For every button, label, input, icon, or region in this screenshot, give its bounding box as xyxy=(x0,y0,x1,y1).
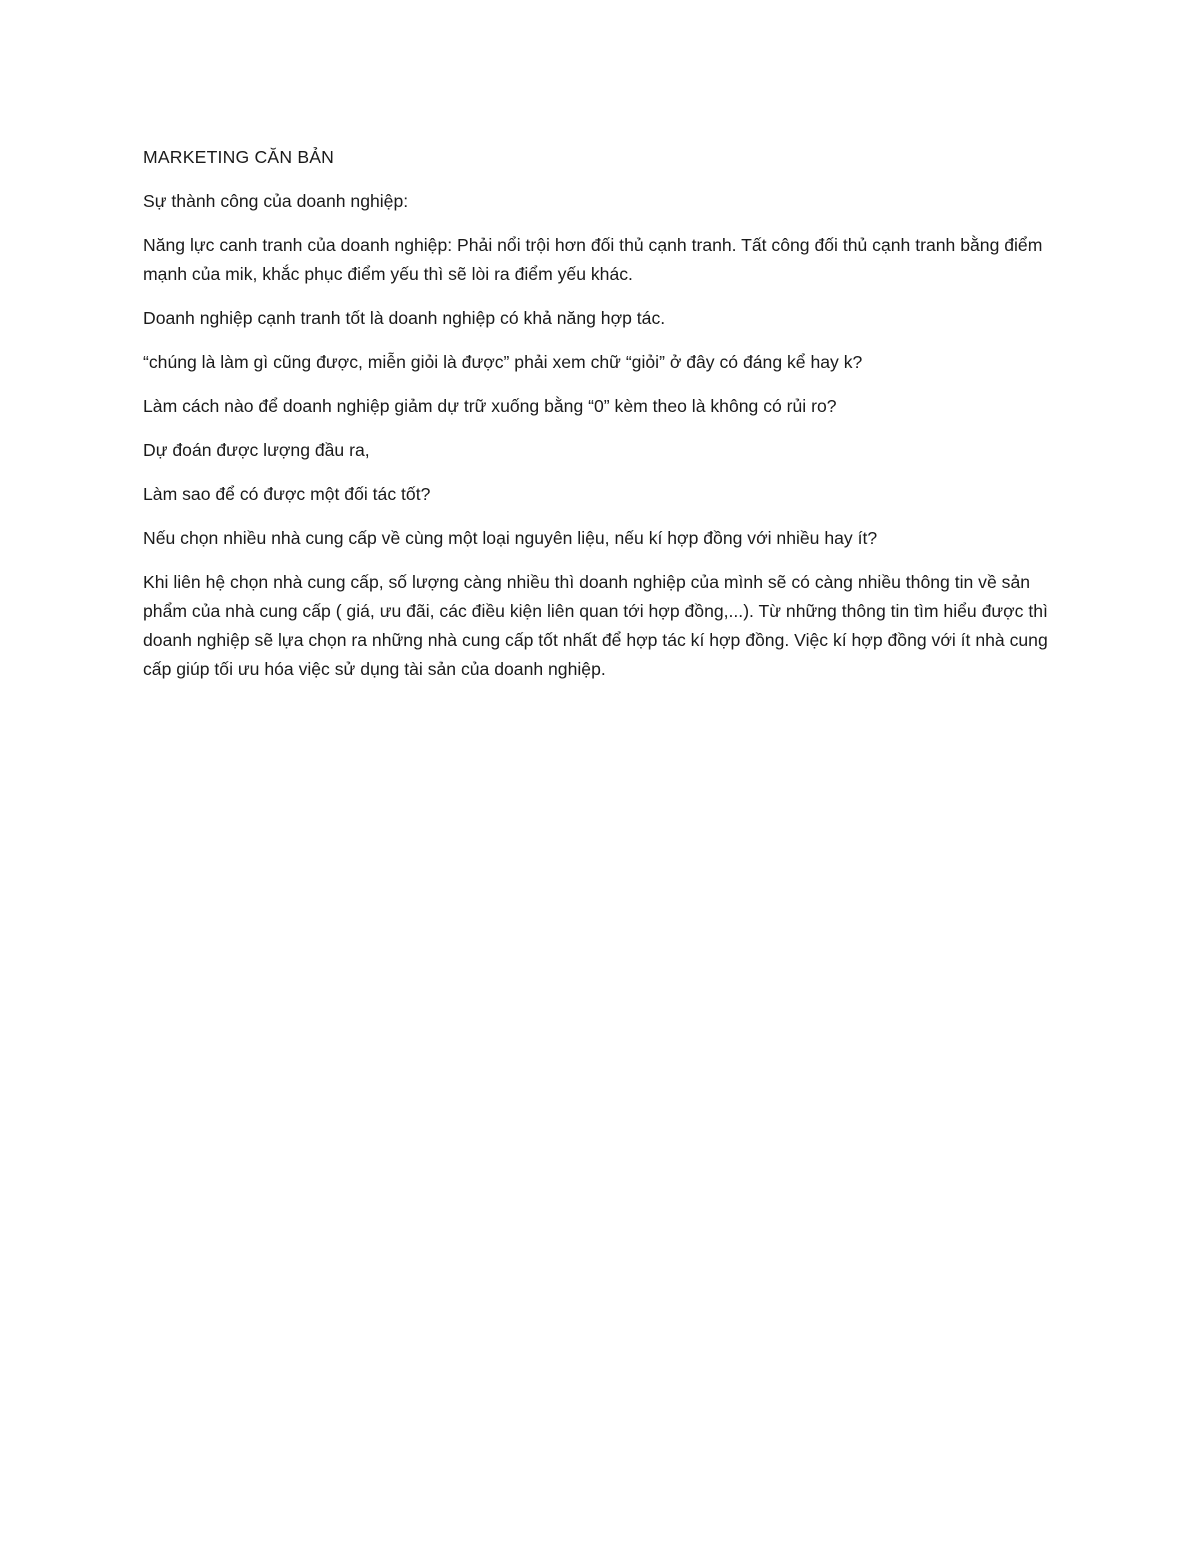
paragraph-output-forecast: Dự đoán được lượng đầu ra, xyxy=(143,440,370,460)
document-body xyxy=(143,143,1063,699)
paragraph-competitiveness: Năng lực canh tranh của doanh nghiệp: Phải nổi trội hơn đối thủ cạnh tranh. Tất công đối thủ cạnh tranh bằng điểm mạnh của mik, khắc phục điểm yếu thì sẽ lòi ra điểm yếu khác. xyxy=(143,235,1043,284)
paragraph-partner-question: Làm sao để có được một đối tác tốt? xyxy=(143,484,431,504)
paragraph-success: Sự thành công của doanh nghiệp: xyxy=(143,191,409,211)
paragraph-quote: “chúng là làm gì cũng được, miễn giỏi là được” phải xem chữ “giỏi” ở đây có đáng kể hay k? xyxy=(143,352,863,372)
paragraph-cooperation: Doanh nghiệp cạnh tranh tốt là doanh nghiệp có khả năng hợp tác. xyxy=(143,308,666,328)
document-title: MARKETING CĂN BẢN xyxy=(143,147,335,167)
paragraph-inventory-question: Làm cách nào để doanh nghiệp giảm dự trữ xuống bằng “0” kèm theo là không có rủi ro? xyxy=(143,396,837,416)
paragraph-suppliers-answer: Khi liên hệ chọn nhà cung cấp, số lượng càng nhiều thì doanh nghiệp của mình sẽ có càng nhiều thông tin về sản phẩm của nhà cung cấp ( giá, ưu đãi, các điều kiện liên quan tới hợp đồng,...). Từ những thông tin tìm hiểu được thì doanh nghiệp sẽ lựa chọn ra những nhà cung cấp tốt nhất để hợp tác kí hợp đồng. Việc kí hợp đồng với ít nhà cung cấp giúp tối ưu hóa việc sử dụng tài sản của doanh nghiệp. xyxy=(143,572,1048,679)
paragraph-suppliers-question: Nếu chọn nhiều nhà cung cấp về cùng một loại nguyên liệu, nếu kí hợp đồng với nhiều hay ít? xyxy=(143,528,878,548)
